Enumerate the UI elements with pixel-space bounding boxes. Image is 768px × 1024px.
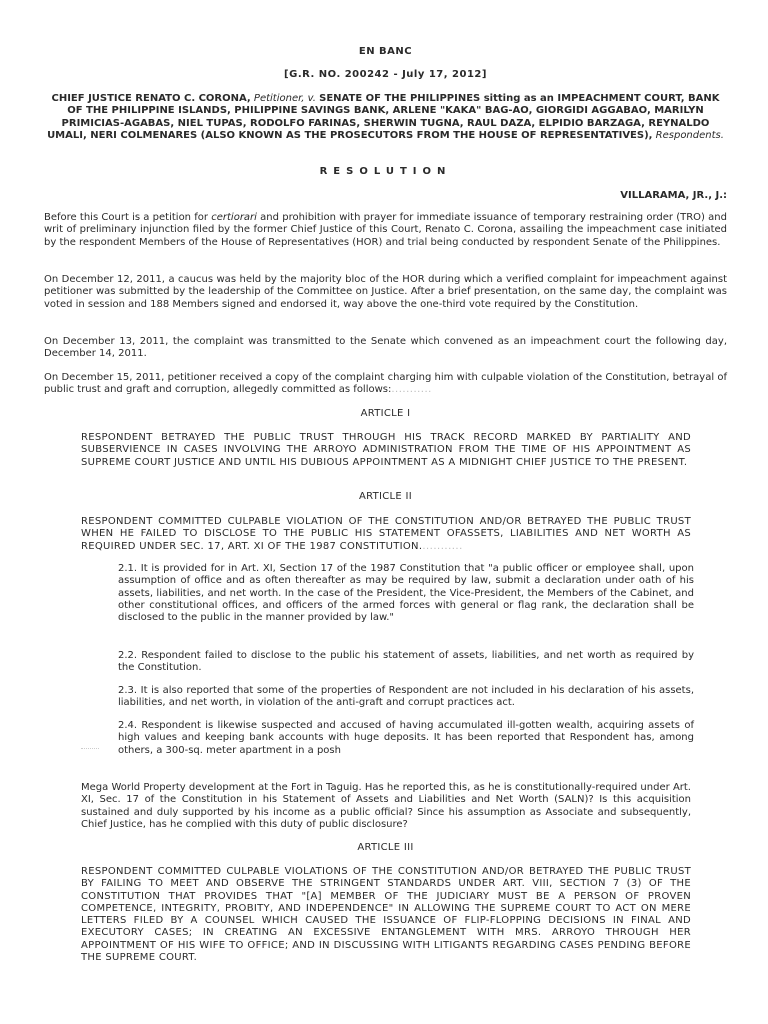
paragraph-intro [44, 212, 727, 249]
case-title [44, 93, 727, 142]
respondents-names: SENATE OF THE PHILIPPINES sitting as an IMPEACHMENT COURT, BANK OF THE PHILIPPINE ISLANDS, PHILIPPINE SAVINGS BANK, ARLENE "KAKA" BAG-AO, GIORGIDI AGGABAO, MARILYN PRIMICIAS-AGABAS, NIEL TUPAS, RODOLFO FARINAS, SHERWIN TUGNA, RAUL DAZA, ELPIDIO BARZAGA, REYNALDO UMALI, NERI COLMENARES (ALSO KNOWN AS THE PROSECUTORS FROM THE HOUSE OF REPRESENTATIVES), [47, 93, 720, 141]
paragraph-caucus: On December 12, 2011, a caucus was held by the majority bloc of the HOR during which a verified complaint for impeachment against petitioner was submitted by the leadership of the Committee on Justice. After a brief presentation, on the same day, the complaint was voted in session and 188 Members signed and endorsed it, way above the one-third vote required by the Constitution. [44, 274, 727, 310]
article-2-heading: ARTICLE II [358, 491, 413, 502]
subsection-2-1: 2.1. It is provided for in Art. XI, Section 17 of the 1987 Constitution that "a public officer or employee shall, upon assumption of office and as often thereafter as may be required by law, submit a declaration under oath of his assets, liabilities, and net worth. In the case of the President, the Vice-President, the Members of the Cabinet, and other constitutional offices, and officers of the armed forces with general or flag rank, the declaration shall be disclosed to the public in the manner provided by law." [118, 563, 694, 624]
subsection-2-3: 2.3. It is also reported that some of the properties of Respondent are not included in his declaration of his assets, liabilities, and net worth, in violation of the anti-graft and corrupt practices act. [118, 685, 694, 709]
article-2-body [81, 516, 691, 553]
paragraph-text: and prohibition with prayer for immediate issuance of temporary restraining order (TRO) and writ of preliminary injunction filed by the former Chief Justice of this Court, Renato C. Corona, assailing the impeachment case initiated by the respondent Members of the House of Representatives (HOR) and trial being conducted by respondent Senate of the Philippines. [44, 212, 727, 248]
court-division-heading: EN BANC [358, 46, 413, 57]
subsection-2-2: 2.2. Respondent failed to disclose to the public his statement of assets, liabilities, and net worth as required by the Constitution. [118, 650, 694, 674]
paragraph-text: Before this Court is a petition for [44, 212, 212, 223]
petitioner-role: Petitioner, v. [253, 93, 316, 104]
article-3-body: RESPONDENT COMMITTED CULPABLE VIOLATIONS OF THE CONSTITUTION AND/OR BETRAYED THE PUBLIC TRUST BY FAILING TO MEET AND OBSERVE THE STRINGENT STANDARDS UNDER ART. VIII, SECTION 7 (3) OF THE CONSTITUTION THAT PROVIDES THAT "[A] MEMBER OF THE JUDICIARY MUST BE A PERSON OF PROVEN COMPETENCE, INTEGRITY, PROBITY, AND INDEPENDENCE" IN ALLOWING THE SUPREME COURT TO ACT ON MERE LETTERS FILED BY A COUNSEL WHICH CAUSED THE ISSUANCE OF FLIP-FLOPPING DECISIONS IN FINAL AND EXECUTORY CASES; IN CREATING AN EXCESSIVE ENTANGLEMENT WITH MRS. ARROYO THROUGH HER APPOINTMENT OF HIS WIFE TO OFFICE; AND IN DISCUSSING WITH LITIGANTS REGARDING CASES PENDING BEFORE THE SUPREME COURT. [81, 866, 691, 964]
resolution-heading: RESOLUTION [319, 166, 452, 177]
case-number-heading: [G.R. NO. 200242 - July 17, 2012] [284, 69, 487, 80]
article-1-body: RESPONDENT BETRAYED THE PUBLIC TRUST THROUGH HIS TRACK RECORD MARKED BY PARTIALITY AND SUBSERVIENCE IN CASES INVOLVING THE ARROYO ADMINISTRATION FROM THE TIME OF HIS APPOINTMENT AS SUPREME COURT JUSTICE AND UNTIL HIS DUBIOUS APPOINTMENT AS A MIDNIGHT CHIEF JUSTICE TO THE PRESENT. [81, 432, 691, 468]
ponente: VILLARAMA, JR., J.: [620, 190, 727, 201]
article-text: RESPONDENT COMMITTED CULPABLE VIOLATION OF THE CONSTITUTION AND/OR BETRAYED THE PUBLIC TRUST WHEN HE FAILED TO DISCLOSE TO THE PUBLIC HIS STATEMENT OFASSETS, LIABILITIES AND NET WORTH AS REQUIRED UNDER SEC. 17, ART. XI OF THE 1987 CONSTITUTION. [81, 516, 691, 552]
paragraph-continuation: Mega World Property development at the Fort in Taguig. Has he reported this, as he is constitutionally-required under Art. XI, Sec. 17 of the Constitution in his Statement of Assets and Liabilities and Net Worth (SALN)? Is this acquisition sustained and duly supported by his income as a public official? Since his assumption as Associate and subsequently, Chief Justice, has he complied with this duty of public disclosure? [81, 782, 691, 830]
paragraph-transmittal: On December 13, 2011, the complaint was transmitted to the Senate which convened as an impeachment court the following day, December 14, 2011. [44, 336, 727, 360]
footnote-marker: ........... [422, 540, 463, 552]
paragraph-text: On December 15, 2011, petitioner received a copy of the complaint charging him with culpable violation of the Constitution, betrayal of public trust and graft and corruption, allegedly committed as follows: [44, 372, 727, 396]
paragraph-complaint [44, 372, 727, 397]
petitioner-name: CHIEF JUSTICE RENATO C. CORONA, [51, 93, 251, 104]
page-break-divider [81, 748, 99, 749]
article-1-heading: ARTICLE I [360, 408, 411, 419]
respondents-role: Respondents. [655, 129, 724, 141]
italic-term: certiorari [211, 212, 257, 223]
footnote-marker: ........... [391, 384, 432, 396]
subsection-2-4: 2.4. Respondent is likewise suspected and accused of having accumulated ill-gotten wealth, acquiring assets of high values and keeping bank accounts with huge deposits. It has been reported that Respondent has, among others, a 300-sq. meter apartment in a posh [118, 720, 694, 756]
article-3-heading: ARTICLE III [357, 842, 414, 853]
